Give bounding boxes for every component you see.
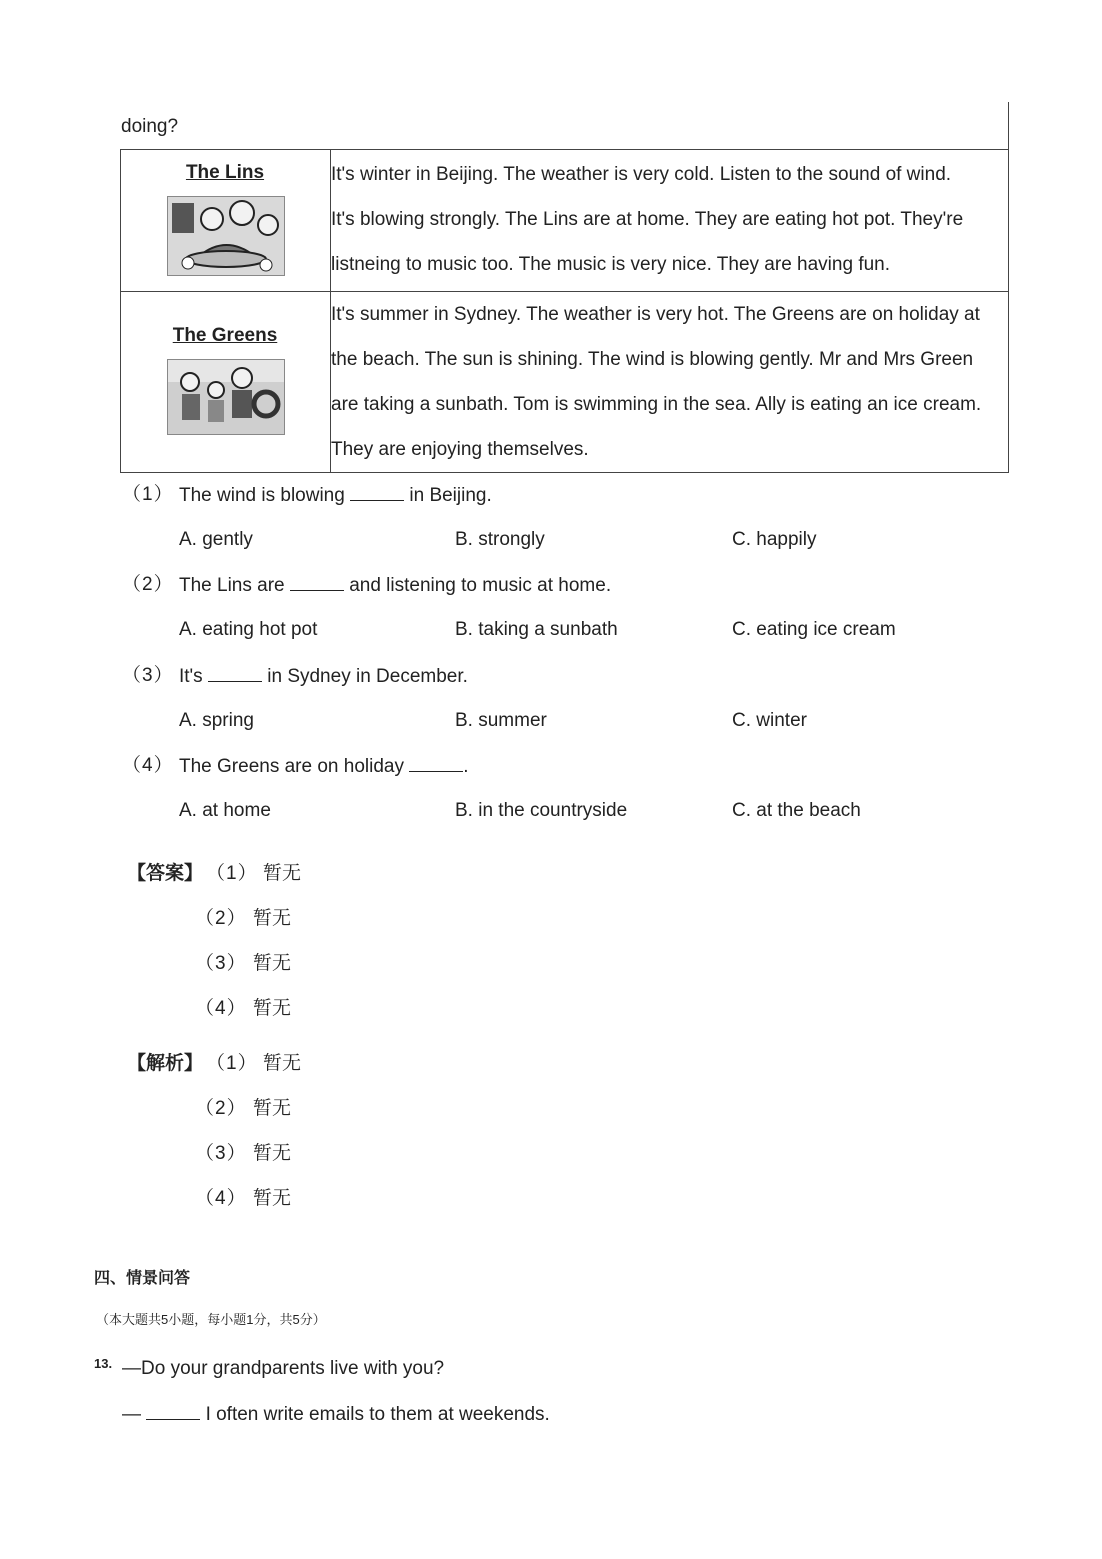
analysis-item-text: 暂无 bbox=[263, 1053, 302, 1074]
option-a[interactable]: A. spring bbox=[179, 710, 254, 731]
analysis-item-text: 暂无 bbox=[253, 1188, 292, 1209]
row-paragraph-lins: It's winter in Beijing. The weather is very cold. Listen to the sound of wind. It's blowing strongly. The Lins are at home. They are eating hot pot. They're listneing to music too. The music is very nice. They are having fun. bbox=[331, 164, 964, 275]
dialogue-line-1: —Do your grandparents live with you? bbox=[122, 1358, 445, 1379]
answer-blank[interactable] bbox=[350, 483, 404, 501]
answer-item-text: 暂无 bbox=[263, 863, 302, 884]
answer-item-number: （3） bbox=[195, 953, 247, 974]
family-eating-hot-pot-image bbox=[167, 196, 285, 276]
question-stem: The Lins are and listening to music at home. bbox=[179, 575, 612, 596]
answer-item-number: （2） bbox=[195, 908, 247, 929]
row-name-greens: The Greens bbox=[172, 325, 278, 346]
family-at-beach-image bbox=[167, 359, 285, 435]
question-stem: The wind is blowing in Beijing. bbox=[179, 485, 492, 506]
answer-blank[interactable] bbox=[409, 754, 463, 772]
analysis-item-number: （4） bbox=[195, 1188, 247, 1209]
option-a[interactable]: A. at home bbox=[179, 800, 271, 821]
option-b[interactable]: B. in the countryside bbox=[455, 800, 628, 821]
analysis-item-text: 暂无 bbox=[253, 1098, 292, 1119]
option-b[interactable]: B. strongly bbox=[455, 529, 545, 550]
dialogue-line-2: — I often write emails to them at weekends. bbox=[122, 1404, 550, 1425]
section-subtitle: （本大题共5小题，每小题1分，共5分） bbox=[96, 1312, 326, 1327]
question-stem: It's in Sydney in December. bbox=[179, 666, 468, 687]
question-number: （2） bbox=[122, 574, 174, 595]
question-number: 13. bbox=[94, 1356, 113, 1371]
row-paragraph-greens: It's summer in Sydney. The weather is very hot. The Greens are on holiday at the beach. The sun is shining. The wind is blowing gently. Mr and Mrs Green are taking a sunbath. Tom is swimming in the sea. Ally is eating an ice cream. They are enjoying themselves. bbox=[331, 304, 982, 460]
table-header-fragment: doing? bbox=[121, 116, 179, 137]
answer-item-number: （1） bbox=[206, 863, 258, 884]
answer-item-text: 暂无 bbox=[253, 998, 292, 1019]
answer-blank[interactable] bbox=[290, 573, 344, 591]
answer-blank[interactable] bbox=[208, 664, 262, 682]
analysis-item-number: （3） bbox=[195, 1143, 247, 1164]
analysis-item-text: 暂无 bbox=[253, 1143, 292, 1164]
answer-blank[interactable] bbox=[146, 1402, 200, 1420]
analysis-label: 【解析】 bbox=[127, 1053, 204, 1074]
question-number: （4） bbox=[122, 755, 174, 776]
question-stem: The Greens are on holiday . bbox=[179, 756, 469, 777]
answer-label: 【答案】 bbox=[127, 863, 204, 884]
option-c[interactable]: C. happily bbox=[732, 529, 817, 550]
option-b[interactable]: B. taking a sunbath bbox=[455, 619, 618, 640]
answer-item-text: 暂无 bbox=[253, 908, 292, 929]
analysis-item-number: （2） bbox=[195, 1098, 247, 1119]
option-a[interactable]: A. gently bbox=[179, 529, 253, 550]
option-c[interactable]: C. winter bbox=[732, 710, 807, 731]
option-b[interactable]: B. summer bbox=[455, 710, 547, 731]
option-a[interactable]: A. eating hot pot bbox=[179, 619, 318, 640]
answer-item-number: （4） bbox=[195, 998, 247, 1019]
section-title: 四、情景问答 bbox=[94, 1270, 191, 1287]
question-number: （1） bbox=[122, 484, 174, 505]
option-c[interactable]: C. at the beach bbox=[732, 800, 861, 821]
answer-item-text: 暂无 bbox=[253, 953, 292, 974]
reading-table bbox=[120, 102, 1009, 473]
analysis-item-number: （1） bbox=[206, 1053, 258, 1074]
row-name-lins: The Lins bbox=[185, 162, 265, 183]
option-c[interactable]: C. eating ice cream bbox=[732, 619, 896, 640]
question-number: （3） bbox=[122, 665, 174, 686]
